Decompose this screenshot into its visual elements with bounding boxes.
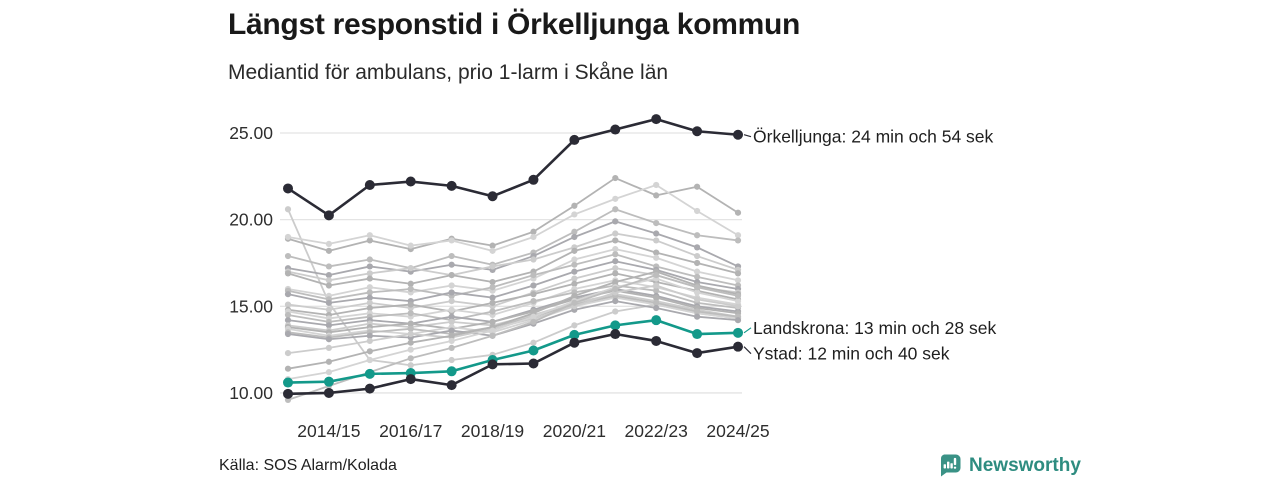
y-tick-label: 25.00	[229, 123, 273, 143]
background-series-dot	[449, 237, 455, 243]
brand-logo	[939, 454, 1081, 477]
background-series-dot	[408, 331, 414, 337]
page-subtitle: Mediantid för ambulans, prio 1-larm i Skåne län	[228, 61, 669, 84]
background-series-dot	[653, 192, 659, 198]
background-series-dot	[694, 253, 700, 259]
series-dot-örkelljunga	[447, 181, 457, 191]
background-series-dot	[653, 220, 659, 226]
background-series-dot	[408, 340, 414, 346]
series-dot-landskrona	[733, 328, 743, 338]
background-series-dot	[571, 269, 577, 275]
source-credit: Källa: SOS Alarm/Kolada	[219, 457, 397, 474]
x-tick-label: 2022/23	[624, 421, 688, 441]
background-series-dot	[571, 234, 577, 240]
background-series-dot	[612, 230, 618, 236]
background-series-dot	[530, 319, 536, 325]
series-dot-örkelljunga	[324, 210, 334, 220]
background-series-dot	[612, 270, 618, 276]
background-series-dot	[735, 210, 741, 216]
background-series-dot	[612, 196, 618, 202]
background-series-dot	[285, 331, 291, 337]
background-series-dot	[285, 270, 291, 276]
series-dot-örkelljunga	[651, 114, 661, 124]
series-dot-örkelljunga	[610, 125, 620, 135]
background-series-dot	[326, 263, 332, 269]
background-series-dot	[653, 305, 659, 311]
background-series-dot	[489, 263, 495, 269]
background-series-dot	[694, 314, 700, 320]
background-series-dot	[571, 322, 577, 328]
x-tick-label: 2018/19	[460, 421, 525, 441]
x-tick-label: 2014/15	[297, 421, 361, 441]
series-dot-örkelljunga	[733, 130, 743, 140]
line-chart	[205, 98, 1085, 460]
background-series-dot	[694, 284, 700, 290]
background-series-dot	[449, 345, 455, 351]
background-series-dot	[449, 282, 455, 288]
background-series-dot	[612, 251, 618, 257]
background-series-dot	[449, 253, 455, 259]
background-series-dot	[367, 348, 373, 354]
series-dot-landskrona	[610, 320, 620, 330]
series-dot-örkelljunga	[569, 135, 579, 145]
background-series-dot	[408, 310, 414, 316]
background-series-dot	[449, 357, 455, 363]
background-series-dot	[735, 317, 741, 323]
series-label-örkelljunga: Örkelljunga: 24 min och 54 sek	[753, 126, 994, 147]
background-series-dot	[408, 243, 414, 249]
background-series-dot	[326, 369, 332, 375]
background-series-dot	[285, 234, 291, 240]
series-dot-örkelljunga	[283, 183, 293, 193]
background-series-dot	[612, 206, 618, 212]
background-series-dot	[489, 300, 495, 306]
background-series-dot	[489, 284, 495, 290]
background-series-dot	[735, 270, 741, 276]
series-label-ystad: Ystad: 12 min och 40 sek	[753, 343, 950, 364]
background-series-dot	[571, 262, 577, 268]
series-dot-ystad	[447, 380, 457, 390]
series-dot-örkelljunga	[406, 177, 416, 187]
background-series-dot	[408, 347, 414, 353]
background-series-dot	[694, 208, 700, 214]
series-dot-landskrona	[447, 366, 457, 376]
background-series-dot	[653, 255, 659, 261]
series-label-landskrona: Landskrona: 13 min och 28 sek	[753, 317, 997, 338]
background-series-dot	[653, 237, 659, 243]
background-series-dot	[285, 206, 291, 212]
series-dot-landskrona	[692, 329, 702, 339]
background-series-dot	[408, 265, 414, 271]
background-series-dot	[653, 272, 659, 278]
background-series-dot	[612, 218, 618, 224]
brand-name: Newsworthy	[969, 454, 1081, 476]
background-series-dot	[612, 237, 618, 243]
background-series-dot	[571, 211, 577, 217]
background-series-dot	[326, 345, 332, 351]
series-label-connector	[744, 347, 751, 354]
background-series-dot	[694, 296, 700, 302]
series-dot-ystad	[651, 336, 661, 346]
series-dot-landskrona	[365, 369, 375, 379]
background-series-dot	[449, 338, 455, 344]
background-series-line	[288, 221, 738, 275]
background-series-dot	[612, 308, 618, 314]
y-tick-label: 15.00	[229, 296, 273, 317]
background-series-dot	[612, 298, 618, 304]
background-series-dot	[326, 282, 332, 288]
background-series-dot	[408, 286, 414, 292]
background-series-dot	[326, 359, 332, 365]
background-series-dot	[489, 308, 495, 314]
y-tick-label: 10.00	[229, 382, 273, 403]
background-series-dot	[489, 248, 495, 254]
background-series-dot	[367, 232, 373, 238]
series-label-connector	[744, 135, 751, 137]
background-series-dot	[285, 350, 291, 356]
series-dot-ystad	[610, 329, 620, 339]
series-dot-örkelljunga	[365, 180, 375, 190]
series-dot-ystad	[733, 342, 743, 352]
background-series-dot	[449, 289, 455, 295]
series-dot-örkelljunga	[528, 175, 538, 185]
background-series-dot	[530, 298, 536, 304]
background-series-dot	[367, 256, 373, 262]
series-dot-örkelljunga	[692, 126, 702, 136]
background-series-dot	[612, 258, 618, 264]
background-series-dot	[449, 298, 455, 304]
background-series-dot	[694, 184, 700, 190]
background-series-dot	[612, 286, 618, 292]
background-series-dot	[530, 340, 536, 346]
background-series-dot	[653, 230, 659, 236]
background-series-dot	[326, 241, 332, 247]
series-dot-ystad	[528, 358, 538, 368]
page-title: Längst responstid i Örkelljunga kommun	[228, 8, 801, 41]
background-series-dot	[530, 256, 536, 262]
background-series-dot	[449, 307, 455, 313]
background-series-dot	[530, 234, 536, 240]
background-series-dot	[694, 232, 700, 238]
series-dot-ystad	[692, 348, 702, 358]
background-series-dot	[449, 262, 455, 268]
background-series-dot	[285, 253, 291, 259]
background-series-dot	[489, 333, 495, 339]
background-series-dot	[735, 237, 741, 243]
series-dot-landskrona	[528, 345, 538, 355]
background-series-dot	[530, 272, 536, 278]
background-series-dot	[326, 300, 332, 306]
x-tick-label: 2024/25	[706, 421, 770, 441]
series-dot-ystad	[324, 388, 334, 398]
background-series-dot	[653, 282, 659, 288]
background-series-dot	[571, 203, 577, 209]
y-tick-label: 20.00	[229, 209, 273, 230]
background-series-dot	[408, 355, 414, 361]
series-label-connector	[744, 328, 751, 333]
background-series-dot	[530, 291, 536, 297]
background-series-dot	[367, 275, 373, 281]
background-series-dot	[408, 362, 414, 368]
series-dot-ystad	[488, 359, 498, 369]
series-dot-landskrona	[283, 378, 293, 388]
series-dot-landskrona	[324, 377, 334, 387]
background-series-dot	[285, 291, 291, 297]
newsworthy-icon	[939, 454, 961, 477]
background-series-dot	[694, 244, 700, 250]
background-series-dot	[653, 182, 659, 188]
background-series-dot	[285, 366, 291, 372]
background-series-dot	[735, 293, 741, 299]
background-series-dot	[326, 248, 332, 254]
series-dot-ystad	[406, 374, 416, 384]
background-series-dot	[612, 175, 618, 181]
background-series-dot	[367, 263, 373, 269]
background-series-dot	[530, 282, 536, 288]
background-series-dot	[571, 300, 577, 306]
x-tick-label: 2020/21	[542, 421, 607, 441]
line-chart-svg	[205, 98, 1085, 460]
series-dot-örkelljunga	[488, 191, 498, 201]
series-dot-ystad	[365, 384, 375, 394]
background-series-dot	[694, 260, 700, 266]
background-series-dot	[571, 248, 577, 254]
x-tick-label: 2016/17	[379, 421, 443, 441]
background-series-dot	[367, 338, 373, 344]
background-series-line	[288, 209, 738, 365]
series-dot-ystad	[569, 338, 579, 348]
background-series-dot	[367, 357, 373, 363]
background-series-dot	[449, 272, 455, 278]
background-series-dot	[408, 301, 414, 307]
series-dot-landskrona	[651, 315, 661, 325]
background-series-dot	[326, 336, 332, 342]
series-dot-ystad	[283, 389, 293, 399]
